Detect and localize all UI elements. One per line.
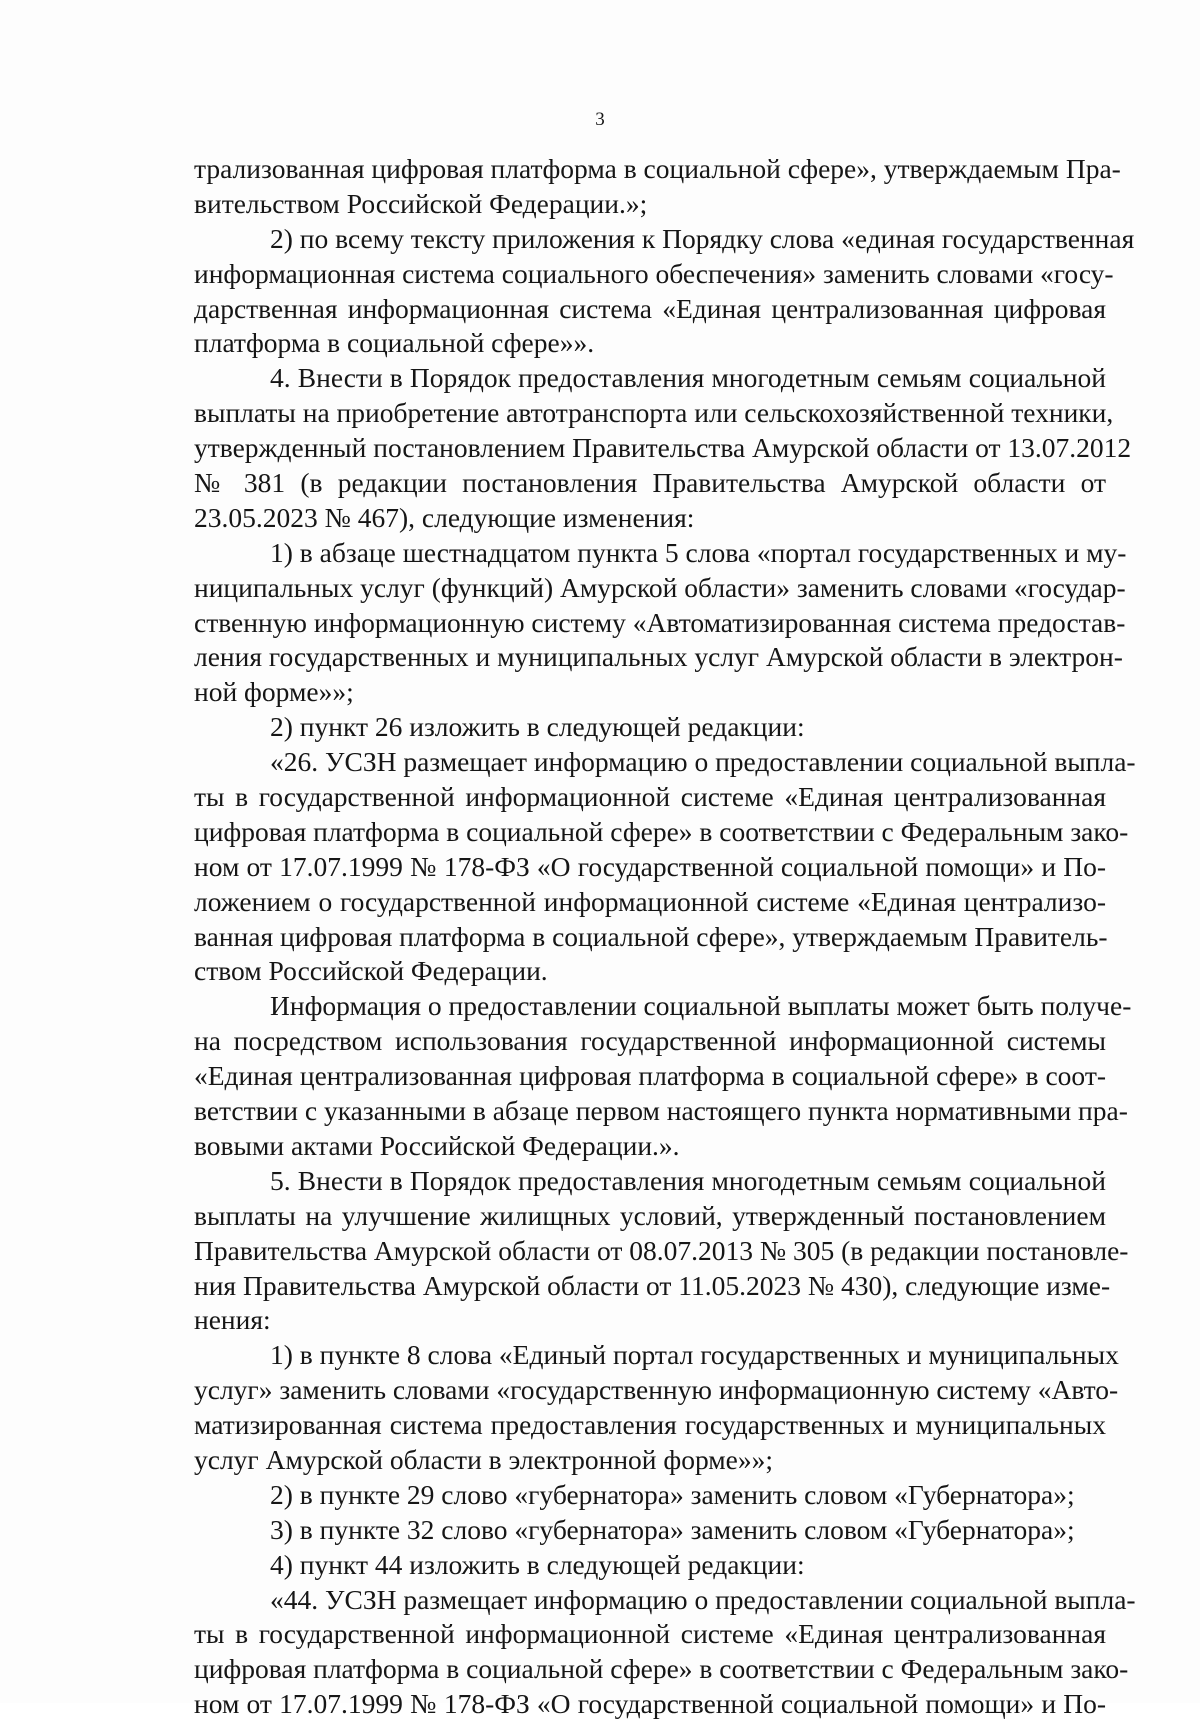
text-line: 2) пункт 26 изложить в следующей редакции: [270,711,805,743]
text-line: выплаты на приобретение автотранспорта или сельскохозяйственной техники, [194,397,1114,429]
text-line: 3) в пункте 32 слово «губернатора» заменить словом «Губернатора»; [270,1513,1075,1545]
text-line: ния Правительства Амурской области от 11.05.2023 № 430), следующие изме- [194,1269,1111,1301]
text-line: трализованная цифровая платформа в социальной сфере», утверждаемым Пра- [194,153,1121,184]
text-line: «26. УСЗН размещает информацию о предоставлении социальной выпла- [270,746,1136,778]
text-line: услуг Амурской области в электронной форме»»; [194,1443,774,1475]
text-line: Правительства Амурской области от 08.07.2013 № 305 (в редакции постановле- [194,1234,1129,1266]
text-line: ванная цифровая платформа в социальной сфере», утверждаемым Правитель- [194,920,1108,952]
page-number: 3 [595,109,605,130]
text-line: вовыми актами Российской Федерации.». [194,1129,680,1161]
text-line: ления государственных и муниципальных услуг Амурской области в электрон- [194,641,1123,673]
text-line: ством Российской Федерации. [194,955,548,987]
text-line: вительством Российской Федерации.»; [194,187,648,219]
text-line: цифровая платформа в социальной сфере» в соответствии с Федеральным зако- [194,1653,1129,1685]
text-line: нения: [194,1304,271,1336]
text-line: «44. УСЗН размещает информацию о предоставлении социальной выпла- [270,1583,1136,1615]
text-line: 1) в пункте 8 слова «Единый портал государственных и муниципальных [270,1339,1119,1371]
text-line: ном от 17.07.1999 № 178-ФЗ «О государственной социальной помощи» и По- [194,1688,1106,1720]
text-line: 4. Внести в Порядок предоставления многодетным семьям социальной [270,362,1106,394]
text-line: платформа в социальной сфере»». [194,327,595,359]
text-line: выплаты на улучшение жилищных условий, утвержденный постановлением [194,1199,1106,1231]
text-line: ты в государственной информационной системе «Единая централизованная [194,1618,1106,1650]
text-line: 5. Внести в Порядок предоставления многодетным семьям социальной [270,1164,1106,1196]
text-line: ветствии с указанными в абзаце первом настоящего пункта нормативными пра- [194,1095,1128,1127]
document-body [194,152,1136,1722]
text-line: ной форме»»; [194,676,354,708]
text-line: № 381 (в редакции постановления Правительства Амурской области от [194,467,1106,499]
text-line: цифровая платформа в социальной сфере» в соответствии с Федеральным зако- [194,815,1129,847]
text-line: Информация о предоставлении социальной выплаты может быть получе- [270,990,1132,1022]
text-line: 2) по всему тексту приложения к Порядку слова «единая государственная [270,222,1135,254]
text-line: 4) пункт 44 изложить в следующей редакции: [270,1548,805,1580]
text-line: 1) в абзаце шестнадцатом пункта 5 слова «портал государственных и му- [270,536,1127,568]
text-line: информационная система социального обеспечения» заменить словами «госу- [194,257,1114,289]
text-line: ты в государственной информационной системе «Единая централизованная [194,781,1106,813]
text-line: ном от 17.07.1999 № 178-ФЗ «О государственной социальной помощи» и По- [194,850,1106,882]
text-line: утвержденный постановлением Правительства Амурской области от 13.07.2012 [194,432,1132,464]
text-line: «Единая централизованная цифровая платформа в социальной сфере» в соот- [194,1060,1106,1092]
text-line: матизированная система предоставления государственных и муниципальных [194,1409,1106,1441]
text-line: 23.05.2023 № 467), следующие изменения: [194,501,695,533]
text-line: на посредством использования государственной информационной системы [194,1025,1106,1057]
text-line: ниципальных услуг (функций) Амурской области» заменить словами «государ- [194,571,1126,603]
text-line: услуг» заменить словами «государственную информационную систему «Авто- [194,1374,1119,1406]
text-line: дарственная информационная система «Единая централизованная цифровая [194,292,1106,324]
text-line: ственную информационную систему «Автоматизированная система предостав- [194,606,1126,638]
text-line: 2) в пункте 29 слово «губернатора» заменить словом «Губернатора»; [270,1478,1075,1510]
text-line: ложением о государственной информационной системе «Единая централизо- [194,885,1106,917]
